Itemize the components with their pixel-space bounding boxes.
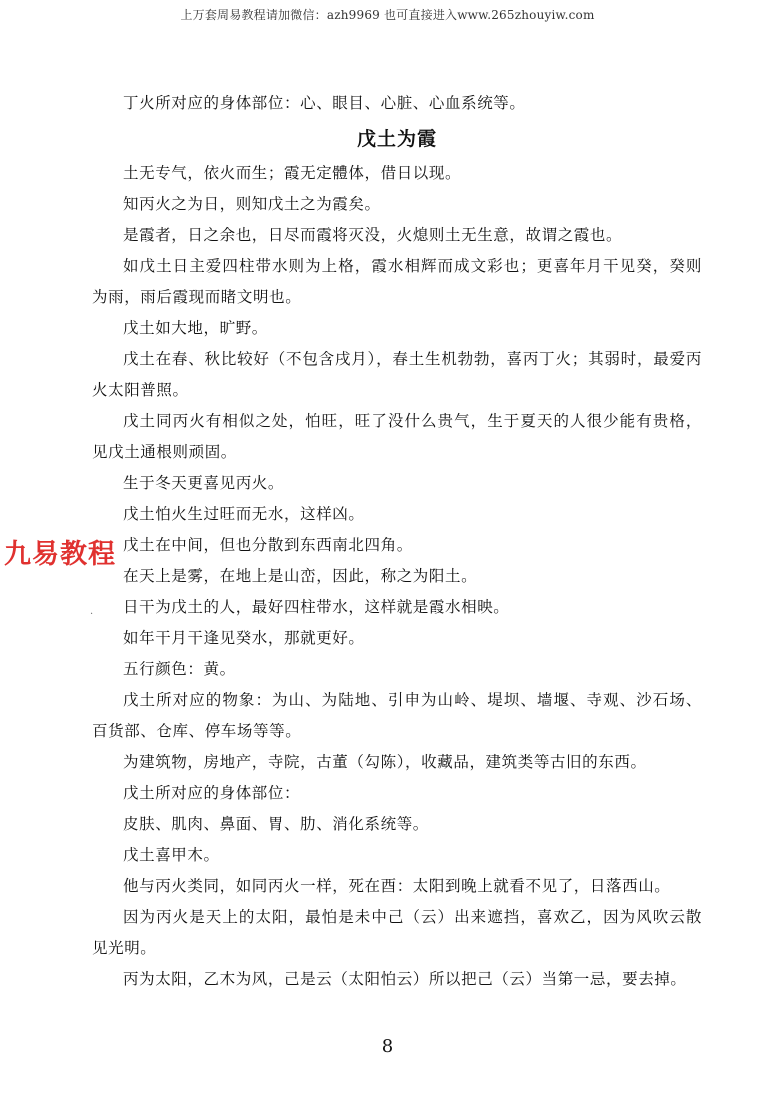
paragraph: 为建筑物，房地产，寺院，古董（勾陈），收藏品，建筑类等古旧的东西。 [123,753,647,771]
paragraph: 戊土怕火生过旺而无水，这样凶。 [123,505,365,523]
paragraph: 皮肤、肌肉、鼻面、胃、肋、消化系统等。 [123,815,429,833]
paragraph: 五行颜色：黄。 [123,660,236,678]
paragraph: 日干为戊土的人，最好四柱带水，这样就是霞水相映。 [123,598,510,616]
paragraph: 戊土同丙火有相似之处，怕旺，旺了没什么贵气，生于夏天的人很少能有贵格，见戊土通根则顽固。 [92,412,702,461]
paragraph: 戊土在春、秋比较好（不包含戌月），春土生机勃勃，喜丙丁火；其弱时，最爱丙火太阳普照。 [92,350,702,399]
document-body [92,88,702,995]
paragraph: 戊土所对应的物象：为山、为陆地、引申为山岭、堤坝、墙堰、寺观、沙石场、百货部、仓库、停车场等等。 [92,691,702,740]
paragraph: 戊土所对应的身体部位： [123,784,301,802]
paragraph: 知丙火之为日，则知戊土之为霞矣。 [123,195,381,213]
paragraph: 土无专气，依火而生；霞无定體体，借日以现。 [123,164,462,182]
paragraph: 他与丙火类同，如同丙火一样，死在酉：太阳到晚上就看不见了，日落西山。 [123,877,671,895]
page-number: 8 [381,1036,394,1057]
watermark-logo: 九易教程 [4,539,116,570]
paragraph: 如戊土日主爱四柱带水则为上格，霞水相辉而成文彩也；更喜年月干见癸，癸则为雨，雨后霞现而睹文明也。 [92,257,702,306]
paragraph: 是霞者，日之余也，日尽而霞将灭没，火熄则土无生意，故谓之霞也。 [123,226,623,244]
paragraph: 戊土在中间，但也分散到东西南北四角。 [123,536,413,554]
paragraph: 在天上是雾，在地上是山峦，因此，称之为阳土。 [123,567,478,585]
paragraph: 如年干月干逢见癸水，那就更好。 [123,629,365,647]
stray-mark: · [90,609,94,620]
section-title: 戊土为霞 [356,128,437,150]
page-header: 上万套周易教程请加微信：azh9969 也可直接进入www.265zhouyiw.com [180,8,595,22]
paragraph: 丙为太阳，乙木为风，己是云（太阳怕云）所以把己（云）当第一忌，要去掉。 [123,970,687,988]
paragraph: 因为丙火是天上的太阳，最怕是未中己（云）出来遮挡，喜欢乙，因为风吹云散见光明。 [92,908,702,957]
paragraph: 生于冬天更喜见丙火。 [123,474,285,492]
intro-paragraph: 丁火所对应的身体部位：心、眼目、心脏、心血系统等。 [123,94,526,112]
paragraph: 戊土如大地，旷野。 [123,319,268,337]
paragraph: 戊土喜甲木。 [123,846,220,864]
